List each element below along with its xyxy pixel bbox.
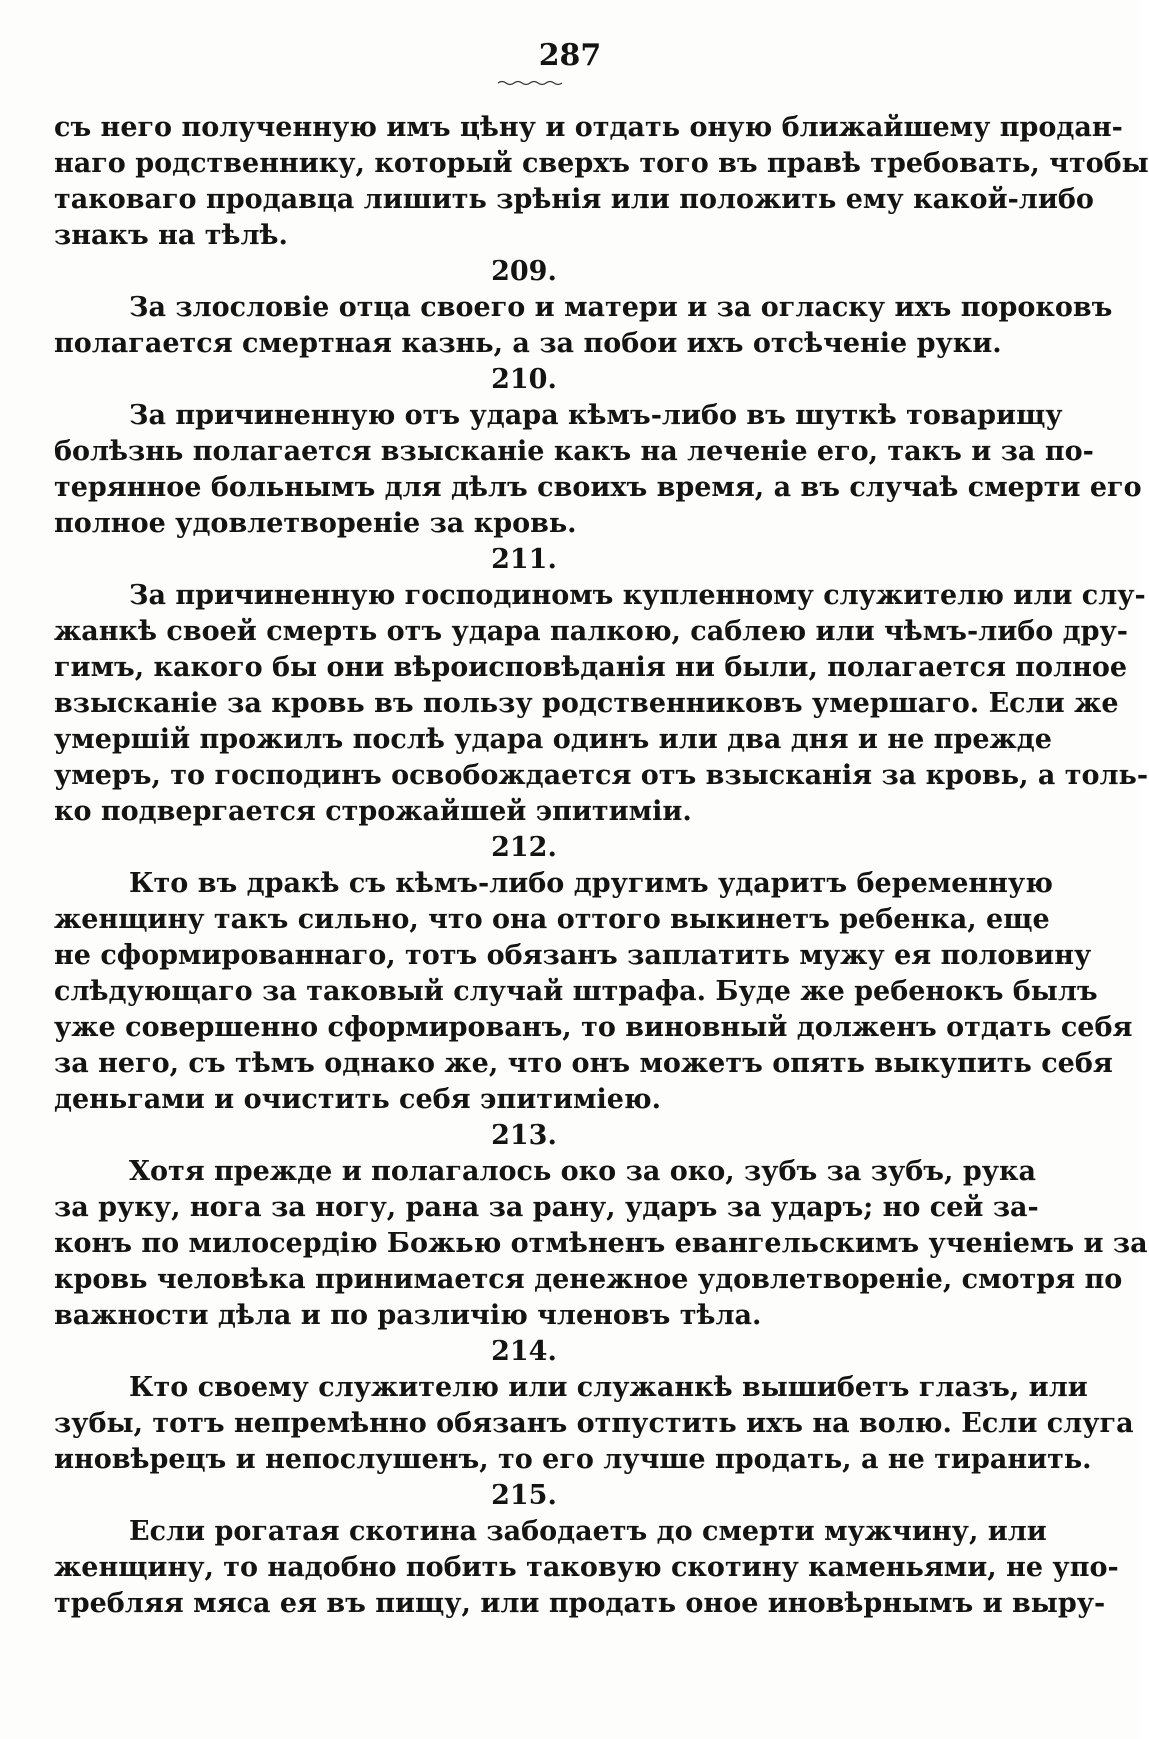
- text-line: зубы, тотъ непремѣнно обязанъ отпустить ихъ на волю. Если слуга: [54, 1408, 1134, 1439]
- text-line: гимъ, какого бы они вѣроисповѣданія ни были, полагается полное: [54, 652, 1128, 683]
- text-line: конъ по милосердію Божью отмѣненъ евангельскимъ ученіемъ и за: [54, 1228, 1148, 1259]
- text-line: уже совершенно сформированъ, то виновный долженъ отдать себя: [54, 1012, 1133, 1043]
- text-line: требляя мяса ея въ пищу, или продать оное иновѣрнымъ и выру-: [54, 1588, 1106, 1619]
- text-line: важности дѣла и по различію членовъ тѣла.: [54, 1300, 762, 1331]
- text-line: таковаго продавца лишить зрѣнія или положить ему какой-либо: [54, 184, 1094, 215]
- text-line: не сформированнаго, тотъ обязанъ заплатить мужу ея половину: [54, 940, 1092, 971]
- text-line: умершій прожилъ послѣ удара одинъ или два дня и не прежде: [54, 724, 1052, 755]
- text-line: умеръ, то господинъ освобождается отъ взысканія за кровь, а толь-: [54, 760, 1149, 791]
- text-line: взысканіе за кровь въ пользу родственниковъ умершаго. Если же: [54, 688, 1119, 719]
- text-line: деньгами и очистить себя эпитиміею.: [54, 1084, 661, 1115]
- section-number-212: 212.: [491, 832, 557, 863]
- section-number-214: 214.: [491, 1336, 557, 1367]
- section-214-paragraph: [54, 1370, 1134, 1478]
- text-line: болѣзнь полагается взысканіе какъ на леченіе его, такъ и за по-: [54, 436, 1094, 467]
- text-line: Кто въ дракѣ съ кѣмъ-либо другимъ ударитъ беременную: [129, 868, 1053, 899]
- text-line: полное удовлетвореніе за кровь.: [54, 508, 577, 539]
- text-line: слѣдующаго за таковый случай штрафа. Буде же ребенокъ былъ: [54, 976, 1098, 1007]
- text-line: кровь человѣка принимается денежное удовлетвореніе, смотря по: [54, 1264, 1123, 1295]
- text-line: За причиненную отъ удара кѣмъ-либо въ шуткѣ товарищу: [129, 400, 1063, 431]
- text-line: жанкѣ своей смерть отъ удара палкою, саблею или чѣмъ-либо дру-: [54, 616, 1129, 647]
- page-number: 287: [538, 38, 602, 73]
- text-line: За злословіе отца своего и матери и за огласку ихъ пороковъ: [129, 292, 1113, 323]
- section-number-215: 215.: [491, 1480, 557, 1511]
- section-213-paragraph: [54, 1154, 1148, 1334]
- text-column: [54, 110, 1149, 1622]
- section-209-paragraph: [54, 290, 1113, 362]
- section-212-paragraph: [54, 866, 1133, 1118]
- page-number-ornament: [498, 80, 562, 86]
- text-line: За причиненную господиномъ купленному служителю или слу-: [129, 580, 1146, 611]
- text-line: съ него полученную имъ цѣну и отдать оную ближайшему продан-: [54, 112, 1123, 143]
- text-line: полагается смертная казнь, а за побои ихъ отсѣченіе руки.: [54, 328, 1002, 359]
- text-line: терянное больнымъ для дѣлъ своихъ время, а въ случаѣ смерти его: [54, 472, 1142, 503]
- text-line: наго родственнику, который сверхъ того въ правѣ требовать, чтобы: [54, 148, 1149, 179]
- text-line: Кто своему служителю или служанкѣ вышибетъ глазъ, или: [129, 1372, 1088, 1403]
- section-number-209: 209.: [491, 256, 557, 287]
- text-line: женщину, то надобно побить таковую скотину каменьями, не упо-: [54, 1552, 1119, 1583]
- text-line: Хотя прежде и полагалось око за око, зубъ за зубъ, рука: [129, 1156, 1036, 1187]
- text-line: ко подвергается строжайшей эпитиміи.: [54, 796, 692, 827]
- text-line: знакъ на тѣлѣ.: [54, 220, 288, 251]
- text-line: за него, съ тѣмъ однако же, что онъ можетъ опять выкупить себя: [54, 1048, 1113, 1079]
- section-number-211: 211.: [491, 544, 557, 575]
- section-211-paragraph: [54, 578, 1149, 830]
- section-number-213: 213.: [491, 1120, 557, 1151]
- section-215-paragraph: [54, 1514, 1119, 1622]
- section-number-210: 210.: [491, 364, 557, 395]
- text-line: иновѣрецъ и непослушенъ, то его лучше продать, а не тиранить.: [54, 1444, 1092, 1475]
- opening-paragraph: [54, 110, 1149, 254]
- section-210-paragraph: [54, 398, 1142, 542]
- text-line: Если рогатая скотина забодаетъ до смерти мужчину, или: [129, 1516, 1047, 1547]
- text-line: за руку, нога за ногу, рана за рану, ударъ за ударъ; но сей за-: [54, 1192, 1039, 1223]
- text-line: женщину такъ сильно, что она оттого выкинетъ ребенка, еще: [54, 904, 1050, 935]
